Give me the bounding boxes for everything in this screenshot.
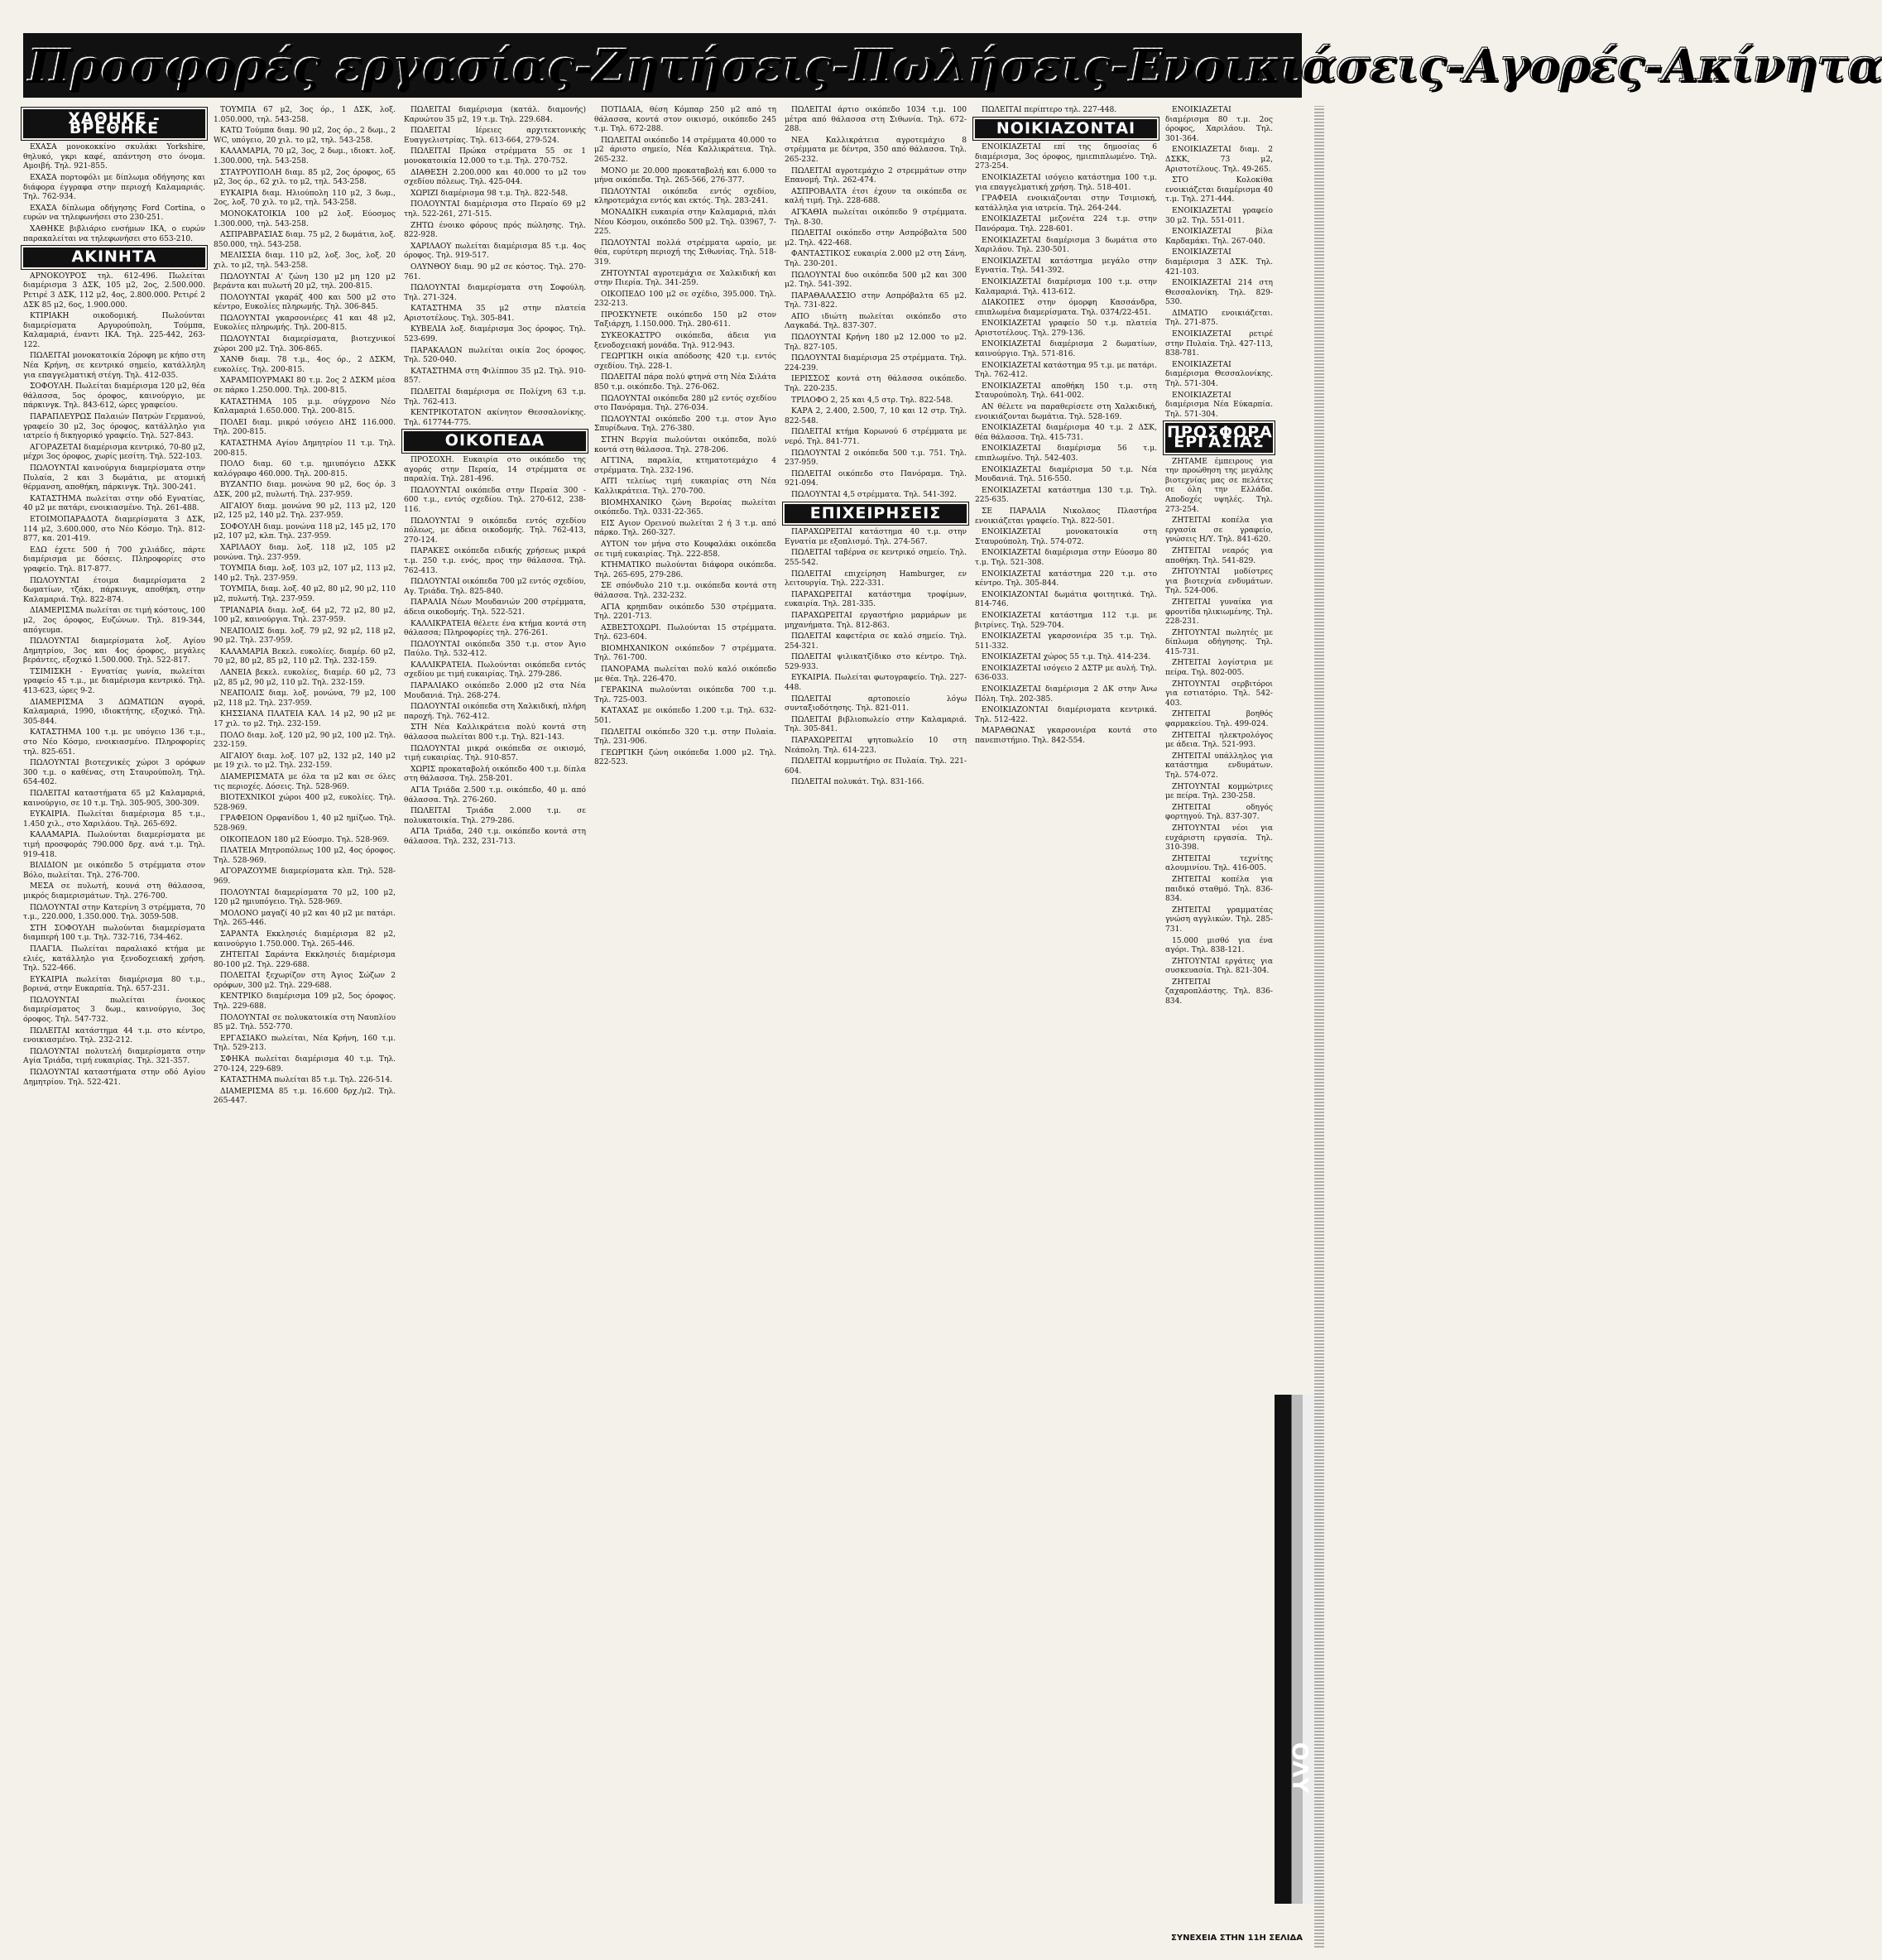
classified-ad: ΠΩΛΕΙΤΑΙ κατάστημα 44 τ.μ. στο κέντρο, ενοικιασμένο. Τηλ. 232-212. — [23, 1026, 205, 1045]
classified-ad: ΒΥΖΑΝΤΙΟ διαμ. μονώνα 90 μ2, 6ος όρ. 3 ΔΣΚ, 200 μ2, πυλωτή. Τηλ. 237-959. — [214, 481, 396, 499]
classified-ad: ΠΩΛΟΥΝΤΑΙ στην Κατερίνη 3 στρέμματα, 70 τ.μ., 220.000, 1.350.000. Τηλ. 3059-508. — [23, 903, 205, 922]
classified-ad: ΠΩΛΟΥΝΤΑΙ οικόπεδα στη Χαλκιδική, πλήρη παροχή. Τηλ. 762-412. — [404, 703, 586, 721]
classified-ad: ΠΩΛΕΙΤΑΙ καταστήματα 65 μ2 Καλαμαριά, καινούργιο, σε 10 τ.μ. Τηλ. 305-905, 300-309. — [23, 790, 205, 808]
classified-ad: ΚΗΣΣΙΑΝΑ ΠΛΑΤΕΙΑ ΚΑΛ. 14 μ2, 90 μ2 με 17 χιλ. το μ2. Τηλ. 232-159. — [214, 710, 396, 729]
classified-ad: ΠΩΛΕΙΤΑΙ διαμέρισμα σε Πολίχνη 63 τ.μ. Τηλ. 762-413. — [404, 388, 586, 406]
classified-ad: ΑΓΙΑ Τριάδα, 240 τ.μ. οικόπεδο κοντά στη θάλασσα. Τηλ. 232, 231-713. — [404, 828, 586, 846]
classified-ad: ΧΑΡΑΜΠΟΥΡΜΑΚΙ 80 τ.μ. 2ος 2 ΔΣΚΜ μέσα σε πάρκο 1.250.000. Τηλ. 200-815. — [214, 377, 396, 396]
classified-ad: ΖΗΤΕΙΤΑΙ ηλεκτρολόγος με άδεια. Τηλ. 521-993. — [1165, 731, 1273, 750]
classified-column-2 — [214, 106, 396, 1948]
classified-ad: ΧΩΡΙΣ προκαταβολή οικόπεδο 400 τ.μ. δίπλα στη θάλασσα. Τηλ. 258-201. — [404, 765, 586, 784]
classified-ad: ΕΝΟΙΚΙΑΖΕΤΑΙ διαμέρισμα 100 τ.μ. στην Καλαμαριά. Τηλ. 413-612. — [975, 277, 1157, 296]
classified-ad: ΑΣΠΡΑΒΡΑΣΙΑΣ διαμ. 75 μ2, 2 δωμάτια, λοξ. 850.000, τηλ. 543-258. — [214, 231, 396, 249]
classified-ad: ΔΙΜΑΤΙΟ ενοικιάζεται. Τηλ. 271-875. — [1165, 309, 1273, 328]
classified-ad: ΚΑΛΑΜΑΡΙΑ Βεκελ. ευκολίες. διαμέρ. 60 μ2, 70 μ2, 80 μ2, 85 μ2, 110 μ2. Τηλ. 232-159. — [214, 647, 396, 666]
classified-ad: ΠΩΛΕΙΤΑΙ πολυκάτ. Τηλ. 831-166. — [791, 778, 924, 787]
page-title — [26, 36, 1882, 94]
classified-ad: ΕΝΟΙΚΙΑΖΕΤΑΙ μεζονέτα 224 τ.μ. στην Πανόραμα. Τηλ. 228-601. — [975, 215, 1157, 233]
classified-ad: ΠΩΛΟΥΝΤΑΙ Α' ζώνη 130 μ2 μη 120 μ2 βεράντα και πυλωτή 20 μ2, τηλ. 200-815. — [214, 272, 396, 291]
classified-ad: ΠΩΛΟΥΝΤΑΙ έτοιμα διαμερίσματα 2 δωματίων, τζάκι, πάρκινγκ, αποθήκη, στην Καλαμαριά. Τηλ. 822-874. — [23, 576, 205, 604]
classified-ad: ΣΟΦΟΥΛΗ. Πωλείται διαμέρισμα 120 μ2, θέα θάλασσα, 5ος όροφος, καινούργιο, με πάρκινγκ. Τηλ. 843-612, ώρες γραφείου. — [23, 382, 206, 411]
classified-ad: ΚΑΛΑΜΑΡΙΑ. Πωλούνται διαμερίσματα με τιμή προσφοράς 790.000 δρχ. ανά τ.μ. Τηλ. 919-418. — [23, 831, 205, 859]
classified-ad: ΕΝΟΙΚΙΑΖΕΤΑΙ διαμέρισμα Νέα Εύκαρπία. Τηλ. 571-304. — [1165, 391, 1273, 419]
classified-ad: ΚΤΗΜΑΤΙΚΟ πωλούνται διάφορα οικόπεδα. Τηλ. 265-695, 279-286. — [594, 561, 776, 579]
section-heading-job_offers: ΠΡΟΣΦΟΡΑ ΕΡΓΑΣΙΑΣ — [1167, 423, 1273, 451]
classified-ad: ΣΤΗ Νέα Καλλικράτεια πολύ κοντά στη θάλασσα πωλείται 800 τ.μ. Τηλ. 821-143. — [404, 723, 586, 742]
classified-ad: ΠΩΛΟΥΝΤΑΙ οικόπεδα 700 μ2 εντός σχεδίου, Αγ. Τριάδα. Τηλ. 825-840. — [404, 578, 586, 596]
classified-ad: ΠΑΡΑΚΑΛΩΝ πωλείται οικία 2ος όροφος. Τηλ. 520-040. — [404, 346, 586, 365]
classified-ad: ΖΗΤΟΥΝΤΑΙ μοδίστρες για βιοτεχνία ενδυμάτων. Τηλ. 524-006. — [1165, 568, 1273, 596]
classified-ad: ΤΡΙΑΝΔΡΙΑ διαμ. λοξ. 64 μ2, 72 μ2, 80 μ2, 100 μ2, καινούργια. Τηλ. 237-959. — [214, 606, 396, 625]
classified-ad: ΑΓΟΡΑΖΕΤΑΙ διαμέρισμα κεντρικό, 70-80 μ2, μέχρι 3ος όροφος, χωρίς μεσίτη. Τηλ. 522-103. — [23, 443, 205, 462]
classified-ad: ΔΙΑΜΕΡΙΣΜΑ 85 τ.μ. 16.600 δρχ./μ2. Τηλ. 265-447. — [214, 1087, 396, 1106]
classified-ad: ΑΡΝΟΚΟΥΡΟΣ τηλ. 612-496. Πωλείται διαμέρισμα 3 ΔΣΚ, 105 μ2, 2ος, 2.500.000. Ρετιρέ 3 ΔΣΚ, 112 μ2, 4ος, 2.800.000. Ρετιρέ 2 ΔΣΚ 85 μ2, 6ος, 1.900.000. — [23, 271, 205, 310]
classified-ad: ΝΕΑΠΟΛΙΣ διαμ. λοξ. μονώνα, 79 μ2, 100 μ2, 118 μ2. Τηλ. 237-959. — [214, 689, 396, 708]
classified-ad: ΝΕΑΠΟΛΙΣ διαμ. λοξ. 79 μ2, 92 μ2, 118 μ2, 90 μ2. Τηλ. 237-959. — [214, 627, 396, 646]
classified-ad: ΣΤΗ ΣΟΦΟΥΛΗ πωλούνται διαμερίσματα διαμπερή 100 τ.μ. Τηλ. 732-716, 734-462. — [23, 924, 205, 943]
classified-ad: ΖΗΤΕΙΤΑΙ νεαρός για αποθήκη. Τηλ. 541-829. — [1165, 546, 1273, 565]
classified-ad: ΠΩΛΕΙΤΑΙ μονοκατοικία 2όροφη με κήπο στη Νέα Κρήνη, σε κεντρικό σημείο, κατάλληλη για επαγγελματική στέγη. Τηλ. 412-035. — [23, 352, 205, 380]
classified-ad: ΠΑΡΑΚΕΣ οικόπεδα ειδικής χρήσεως μικρά τ.μ. 250 τ.μ. ενός, προς την θάλασσα. Τηλ. 762-413. — [404, 547, 586, 575]
classified-ad: ΖΗΤΕΙΤΑΙ τεχνίτης αλουμινίου. Τηλ. 416-005. — [1165, 854, 1273, 873]
classified-ad: ΧΑΡΙΛΑΟΥ διαμ. λοξ. 118 μ2, 105 μ2 μονώνα. Τηλ. 237-959. — [214, 543, 396, 562]
classified-ad: ΔΙΑΜΕΡΙΣΜΑ πωλείται σε τιμή κόστους, 100 μ2, 2ος όροφος, Ευζώνων. Τηλ. 819-344, απόγευμα. — [23, 607, 205, 635]
classified-ad: ΖΗΤΕΙΤΑΙ Σαράντα Εκκλησιές διαμέρισμα 80-100 μ2. Τηλ. 229-688. — [214, 951, 396, 969]
classified-ad: ΟΛΥΝΘΟΥ διαμ. 90 μ2 σε κόστος. Τηλ. 270-761. — [404, 262, 586, 281]
classified-ad: ΜΟΝΑΔΙΚΗ ευκαιρία στην Καλαμαριά, πλάι Νέου Κόσμου, οικόπεδο 500 μ2. Τηλ. 03967, 7-225. — [594, 208, 776, 237]
classified-ad: ΖΗΤΕΙΤΑΙ ζαχαροπλάστης. Τηλ. 836-834. — [1165, 978, 1273, 1006]
classified-ad: ΑΓΙΑ Τριάδα 2.500 τ.μ. οικόπεδο, 40 μ. από θάλασσα. Τηλ. 276-260. — [404, 786, 586, 805]
classified-ad: ΕΔΩ έχετε 500 ή 700 χιλιάδες, πάρτε διαμέρισμα με δόσεις. Πληροφορίες στο γραφείο. Τηλ. 817-877. — [23, 545, 205, 574]
classified-ad: ΕΥΚΑΙΡΙΑ διαμ. Ηλιούπολη 110 μ2, 3 δωμ., 2ος, λοξ. 70 χιλ. το μ2, τηλ. 543-258. — [214, 189, 396, 208]
classified-ad: ΚΑΤΑΣΤΗΜΑ στη Φιλίππου 35 μ2. Τηλ. 910-857. — [404, 367, 586, 386]
classified-ad: ΠΑΡΑΧΩΡΕΙΤΑΙ εργαστήριο μαρμάρων με μηχανήματα. Τηλ. 812-863. — [785, 611, 967, 630]
classified-ad: ΔΙΑΘΕΣΗ 2.200.000 και 40.000 το μ2 του σχεδίου πόλεως. Τηλ. 425-044. — [404, 168, 586, 187]
classified-ad: ΕΝΟΙΚΙΑΖΕΤΑΙ ισόγειο κατάστημα 100 τ.μ. για επαγγελματική χρήση. Τηλ. 518-401. — [975, 173, 1157, 192]
classified-ad: ΕΝΟΙΚΙΑΖΟΝΤΑΙ δωμάτια φοιτητικά. Τηλ. 814-746. — [975, 590, 1157, 609]
classified-ad: ΕΤΟΙΜΟΠΑΡΑΔΟΤΑ διαμερίσματα 3 ΔΣΚ, 114 μ2, 3.600.000, στο Νέο Κόσμο. Τηλ. 812-877, κα. 201-419. — [23, 515, 205, 544]
classified-ad: ΚΑΤΑΣΤΗΜΑ πωλείται στην οδό Εγνατίας, 40 μ2 με πατάρι, ενοικιασμένο. Τηλ. 261-488. — [23, 494, 205, 513]
classified-ad: ΠΩΛΟΥΝΤΑΙ διαμερίσματα λοξ. Αγίου Δημητρίου, 3ος και 4ος όροφος, μεγάλες βεράντες, εξοχικό 1.500.000. Τηλ. 522-817. — [23, 637, 205, 665]
classified-ad: ΝΕΑ Καλλικράτεια αγροτεμάχιο 8 στρέμματα με δέντρα, 350 από θάλασσα. Τηλ. 265-232. — [785, 136, 967, 164]
classified-ad: ΠΩΛΕΙΤΑΙ οικόπεδο 320 τ.μ. στην Πυλαία. Τηλ. 231-906. — [594, 728, 776, 747]
classified-ad: ΑΠΟ ιδιώτη πωλείται οικόπεδο στο Λαγκαδά. Τηλ. 837-307. — [785, 312, 967, 331]
classified-ad: ΕΝΟΙΚΙΑΖΕΤΑΙ κατάστημα 220 τ.μ. στο κέντρο. Τηλ. 305-844. — [975, 569, 1157, 588]
classified-ad: ΠΩΛΕΙΤΑΙ άρτιο οικόπεδο 1034 τ.μ. 100 μέτρα από θάλασσα στη Σιθωνία. Τηλ. 672-288. — [785, 106, 967, 134]
classified-ad: ΕΝΟΙΚΙΑΖΕΤΑΙ κατάστημα 130 τ.μ. Τηλ. 225-635. — [975, 486, 1157, 505]
classified-ad: ΚΑΤΑΣΤΗΜΑ 105 μ.μ. σύγχρονο Νέο Καλαμαριά 1.650.000. Τηλ. 200-815. — [214, 397, 396, 416]
classified-ad: ΙΕΡΙΣΣΟΣ κοντά στη θάλασσα οικόπεδο. Τηλ. 220-235. — [785, 375, 967, 394]
classified-ad: ΤΣΙΜΙΣΚΗ - Εγνατίας γωνία, πωλείται γραφείο 45 τ.μ., με διαμέρισμα κεντρικό. Τηλ. 413-623, ώρες 9-2. — [23, 667, 205, 696]
classified-ad: ΒΙΛΙΔΙΟΝ με οικόπεδο 5 στρέμματα στον Βόλο, πωλείται. Τηλ. 276-700. — [23, 862, 205, 880]
classified-ad: ΕΝΟΙΚΙΑΖΕΤΑΙ διαμέρισμα στην Εύοσμο 80 τ.μ. Τηλ. 521-308. — [975, 549, 1157, 567]
classified-ad: ΚΑΤΑΣΤΗΜΑ πωλείται 85 τ.μ. Τηλ. 226-514. — [220, 1076, 393, 1085]
advertisement-logo-text: ΟΛΥ — [1287, 1742, 1312, 1794]
classified-ad: ΠΟΛΕΙ διαμ. μικρό ισόγειο ΔΗΣ 116.000. Τηλ. 200-815. — [214, 418, 396, 437]
classified-ad: ΤΟΥΜΠΑ διαμ. λοξ. 103 μ2, 107 μ2, 113 μ2, 140 μ2. Τηλ. 237-959. — [214, 564, 396, 583]
classified-ad: ΠΩΛΕΙΤΑΙ Ιέρειες αρχιτεκτονικής Ευαγγελιστρίας. Τηλ. 613-664, 279-524. — [404, 127, 586, 145]
page-banner — [23, 33, 1882, 98]
classified-ad: ΣΤΟ Κολοκίθα ενοικιάζεται διαμέρισμα 40 τ.μ. Τηλ. 271-444. — [1165, 176, 1273, 204]
classified-ad: ΠΩΛΟΥΝΤΑΙ οικόπεδα εντός σχεδίου, κληροτεμάχια εντός και εκτός. Τηλ. 283-241. — [594, 187, 776, 206]
classified-column-5 — [785, 106, 967, 1948]
classified-ad: ΣΦΗΚΑ πωλείται διαμέρισμα 40 τ.μ. Τηλ. 270-124, 229-689. — [214, 1055, 396, 1074]
classified-ad: ΧΩΡΙΖΙ διαμέρισμα 98 τ.μ. Τηλ. 822-548. — [410, 189, 569, 198]
classified-ad: ΠΩΛΕΙΤΑΙ ψιλικατζίδικο στο κέντρο. Τηλ. 529-933. — [785, 653, 967, 671]
classified-ad: ΑΙΓΑΙΟΥ διαμ. μονώνα 90 μ2, 113 μ2, 120 μ2, 125 μ2, 140 μ2. Τηλ. 237-959. — [214, 502, 396, 521]
classified-ad: ΜΑΡΑΘΩΝΑΣ γκαρσονιέρα κοντά στο πανεπιστήμιο. Τηλ. 842-554. — [975, 727, 1157, 746]
classified-ad: ΑΥΤΟΝ τον μήνα στο Κουφαλάκι οικόπεδα σε τιμή ευκαιρίας. Τηλ. 222-858. — [594, 540, 776, 559]
classified-ad: ΚΑΤΩ Τούμπα διαμ. 90 μ2, 2ος όρ., 2 δωμ., 2 WC, υπόγειο, 20 χιλ. το μ2, τηλ. 543-258. — [214, 127, 396, 145]
classified-ad: ΠΑΡΑΛΙΑΚΟ οικόπεδο 2.000 μ2 στα Νέα Μουδανιά. Τηλ. 268-274. — [404, 682, 586, 700]
classified-ad: ΑΓΓΙΝΑ, παραλία, κτηματοτεμάχιο 4 στρέμματα. Τηλ. 232-196. — [594, 457, 776, 475]
classified-ad: ΑΙΓΑΙΟΥ διαμ. λοξ. 107 μ2, 132 μ2, 140 μ2 με 19 χιλ. το μ2. Τηλ. 232-159. — [214, 752, 396, 771]
classified-ad: ΜΟΝΟ με 20.000 προκαταβολή και 6.000 το μήνα οικόπεδα. Τηλ. 265-566, 276-377. — [594, 166, 776, 185]
classified-ad: ΕΝΟΙΚΙΑΖΕΤΑΙ διαμέρισμα 56 τ.μ. επιπλωμένο. Τηλ. 542-403. — [975, 444, 1157, 463]
classified-ad: ΚΑΡΑ 2, 2.400, 2.500, 7, 10 και 12 στρ. Τηλ. 822-548. — [785, 407, 967, 425]
classified-ad: ΠΩΛΟΥΝΤΑΙ πολλά στρέμματα ωραίο, με θέα, ευρύτερη περιοχή της Σιθωνίας. Τηλ. 518-319. — [594, 238, 776, 267]
classified-ad: ΕΝΟΙΚΙΑΖΕΤΑΙ διαμέρισμα Θεσσαλονίκης. Τηλ. 571-304. — [1165, 360, 1273, 389]
classified-ad: ΤΟΥΜΠΑ, διαμ. λοξ. 40 μ2, 80 μ2, 90 μ2, 110 μ2, πυλωτή. Τηλ. 237-959. — [214, 585, 396, 603]
classified-ad: ΕΝΟΙΚΙΑΖΕΤΑΙ γραφείο 50 τ.μ. πλατεία Αριστοτέλους. Τηλ. 279-136. — [975, 319, 1157, 338]
classified-ad: ΜΕΛΙΣΣΙΑ διαμ. 110 μ2, λοξ. 3ος, λοξ. 20 χιλ. το μ2, τηλ. 543-258. — [214, 252, 396, 270]
classified-ad: ΑΓΚΑΘΙΑ πωλείται οικόπεδο 9 στρέμματα. Τηλ. 8-30. — [785, 208, 967, 227]
classified-ad: ΠΩΛΕΙΤΑΙ επιχείρηση Hamburger, εν λειτουργία. Τηλ. 222-331. — [785, 569, 967, 588]
classified-ad: ΠΩΛΕΙΤΑΙ οικόπεδο στο Πανόραμα. Τηλ. 921-094. — [785, 469, 967, 488]
continued-on-page-note: ΣΥΝΕΧΕΙΑ ΣΤΗΝ 11Η ΣΕΛΙΔΑ — [1171, 1934, 1303, 1943]
classified-ad: ΠΩΛΟΥΝΤΑΙ οικόπεδα 350 τ.μ. στον Άγιο Παύλο. Τηλ. 532-412. — [404, 640, 586, 659]
classified-ad: ΕΝΟΙΚΙΑΖΕΤΑΙ ρετιρέ στην Πυλαία. Τηλ. 427-113, 838-781. — [1165, 330, 1273, 358]
classified-ad: ΣΤΗΝ Βεργία πωλούνται οικόπεδα, πολύ κοντά στη θάλασσα. Τηλ. 278-206. — [594, 436, 776, 454]
classified-ad: ΠΩΛΟΥΝΤΑΙ καταστήματα στην οδό Αγίου Δημητρίου. Τηλ. 522-421. — [23, 1069, 205, 1087]
classified-ad: 15.000 μισθό για ένα αγόρι. Τηλ. 838-121. — [1165, 936, 1273, 955]
classified-ad: ΚΑΛΛΙΚΡΑΤΕΙΑ θέλετε ένα κτήμα κοντά στη θάλασσα; Πληροφορίες τηλ. 276-261. — [404, 619, 586, 638]
classified-ad: ΠΑΡΑΧΩΡΕΙΤΑΙ κατάστημα τροφίμων, ευκαιρία. Τηλ. 281-335. — [785, 590, 967, 609]
classified-ad: ΠΛΑΤΕΙΑ Μητροπόλεως 100 μ2, 4ος όροφος. Τηλ. 528-969. — [214, 847, 396, 865]
classified-ad: ΠΟΛΕΙΤΑΙ ξεχωρίζον στη Άγιος Σώζων 2 ορόφων, 300 μ2. Τηλ. 229-688. — [214, 972, 396, 990]
classified-ad: ΕΝΟΙΚΙΑΖΕΤΑΙ ισόγειο 2 ΔΣΤΡ με αυλή. Τηλ. 636-033. — [975, 664, 1157, 683]
classified-ad: ΠΩΛΕΙΤΑΙ κτήμα Κορωνού 6 στρέμματα με νερό. Τηλ. 841-771. — [785, 428, 967, 446]
classified-ad: ΖΗΤΕΙΤΑΙ βοηθός φαρμακείου. Τηλ. 499-024. — [1165, 710, 1273, 729]
classified-ad: ΠΩΛΕΙΤΑΙ οικόπεδο στην Ασπρόβαλτα 500 μ2. Τηλ. 422-468. — [785, 229, 967, 247]
classified-ad: ΓΡΑΦΕΙΑ ενοικιάζονται στην Τσιμισκή, κατάλληλα για ιατρεία. Τηλ. 264-244. — [975, 195, 1157, 213]
classified-ad: ΕΝΟΙΚΙΑΖΕΤΑΙ 214 στη Θεσσαλονίκη. Τηλ. 829-530. — [1165, 279, 1273, 307]
classified-ad: ΠΩΛΟΥΝΤΑΙ πωλείται ένοικος διαμερίσματος 3 δωμ., καινούργιο, 3ος όροφος. Τηλ. 547-732. — [23, 996, 205, 1025]
classified-ad: ΤΡΙΛΟΦΟ 2, 25 και 4,5 στρ. Τηλ. 822-548. — [791, 396, 953, 405]
classified-ad: ΠΩΛΕΙΤΑΙ καφετέρια σε καλό σημείο. Τηλ. 254-321. — [785, 632, 967, 651]
classified-ad: ΒΙΟΤΕΧΝΙΚΟΙ χώροι 400 μ2, ευκολίες. Τηλ. 528-969. — [214, 794, 396, 812]
classified-ad: ΠΑΡΑΧΩΡΕΙΤΑΙ ψητοπωλείο 10 στη Νεάπολη. Τηλ. 614-223. — [785, 737, 967, 755]
classified-ad: ΚΕΝΤΡΙΚΟ διαμέρισμα 109 μ2, 5ος όροφος. Τηλ. 229-688. — [214, 992, 396, 1011]
classified-ad: ΕΧΑΣΑ μονοκοκκίνο σκυλάκι Yorkshire, θηλυκό, γκρι καφέ, απάντηση στο όνομα. Αμοιβή. Τηλ. 921-855. — [23, 143, 205, 171]
classified-ad: ΖΗΤΕΙΤΑΙ γυναίκα για φροντίδα ηλικιωμένης. Τηλ. 228-231. — [1165, 598, 1273, 627]
classified-ad: ΣΤΑΥΡΟΥΠΟΛΗ διαμ. 85 μ2, 2ος όροφος, 65 μ2, 3ος όρ., 62 χιλ. το μ2, τηλ. 543-258. — [214, 168, 396, 187]
classified-ad: ΕΝΟΙΚΙΑΖΕΤΑΙ διαμέρισμα 2 δωματίων, καινούργιο. Τηλ. 571-816. — [975, 340, 1157, 359]
classified-ad: ΜΕΣΑ σε πυλωτή, κουνά στη θάλασσα, μικρός διαμερισμάτων. Τηλ. 276-700. — [23, 882, 205, 901]
classified-ad: ΠΩΛΟΥΝΤΑΙ μικρά οικόπεδα σε οικισμό, τιμή ευκαιρίας. Τηλ. 910-857. — [404, 744, 586, 763]
classified-ad: ΣΕ ΠΑΡΑΛΙΑ Νικολαος Πλαστήρα ενοικιάζεται γραφείο. Τηλ. 822-501. — [975, 507, 1157, 526]
classified-ad: ΖΗΤΕΙΤΑΙ λογίστρια με πείρα. Τηλ. 802-005. — [1165, 659, 1273, 678]
classified-ad: ΚΑΛΑΜΑΡΙΑ, 70 μ2, 3ος, 2 δωμ., ιδιοκτ. λοξ. 1.300.000, τηλ. 543-258. — [214, 147, 396, 166]
classified-ad: ΔΙΑΚΟΠΕΣ στην όμορφη Κασσάνδρα, επιπλωμένα διαμερίσματα. Τηλ. 0374/22-451. — [975, 299, 1157, 317]
classified-column-7 — [1165, 106, 1273, 1948]
classified-ad: ΓΕΩΡΓΙΚΗ οικία απόδοσης 420 τ.μ. εντός σχεδίου. Τηλ. 228-1. — [594, 353, 776, 371]
classified-ad: ΠΡΟΣΟΧΗ. Ευκαιρία στο οικόπεδο της αγοράς στην Περαία, 14 στρέμματα σε παραλία. Τηλ. 281-496. — [404, 456, 586, 484]
classified-ad: ΠΑΡΑΧΩΡΕΙΤΑΙ κατάστημα 40 τ.μ. στην Εγνατία με εξοπλισμό. Τηλ. 274-567. — [785, 528, 967, 546]
classified-ad: ΖΗΤΟΥΝΤΑΙ νέοι για ευχάριστη εργασία. Τηλ. 310-398. — [1165, 824, 1273, 853]
classified-column-6 — [975, 106, 1157, 1948]
classified-ad: ΚΑΛΛΙΚΡΑΤΕΙΑ. Πωλούνται οικόπεδα εντός σχεδίου με τιμή ευκαιρίας. Τηλ. 279-286. — [404, 661, 586, 680]
classified-ad: ΕΝΟΙΚΙΑΖΕΤΑΙ διαμέρισμα 2 ΔΚ στην Άνω Πόλη. Τηλ. 202-385. — [975, 685, 1157, 704]
classified-ad: ΠΩΛΕΙΤΑΙ αγροτεμάχιο 2 στρεμμάτων στην Επανομή. Τηλ. 262-474. — [785, 166, 967, 185]
classified-ad: ΠΩΛΕΙΤΑΙ αρτοποιείο λόγω συνταξιοδότησης. Τηλ. 821-011. — [785, 694, 967, 713]
page-edge-shadow — [1314, 106, 1324, 1948]
classified-ad: ΟΙΚΟΠΕΔΟΝ 180 μ2 Εύοσμο. Τηλ. 528-969. — [220, 835, 390, 844]
classified-ad: ΚΑΤΑΣΤΗΜΑ 35 μ2 στην πλατεία Αριστοτέλους. Τηλ. 305-841. — [404, 305, 586, 323]
classified-ad: ΚΑΤΑΧΑΣ με οικόπεδο 1.200 τ.μ. Τηλ. 632-501. — [594, 707, 776, 726]
classified-ad: ΕΡΓΑΣΙΑΚΟ πωλείται, Νέα Κρήνη, 160 τ.μ. Τηλ. 529-213. — [214, 1034, 396, 1053]
classified-ad: ΕΝΟΙΚΙΑΖΕΤΑΙ γκαρσονιέρα 35 τ.μ. Τηλ. 511-332. — [975, 632, 1157, 651]
classified-ad: ΣΕ σπόνδυλο 210 τ.μ. οικόπεδα κοντά στη θάλασσα. Τηλ. 232-232. — [594, 582, 776, 600]
section-heading-businesses: ΕΠΙΧΕΙΡΗΣΕΙΣ — [785, 504, 967, 524]
classified-ad: ΠΩΛΟΥΝΤΑΙ οικόπεδο 200 τ.μ. στον Άγιο Σπυρίδωνα. Τηλ. 276-380. — [594, 415, 776, 434]
classified-ad: ΕΝΟΙΚΙΑΖΕΤΑΙ μονοκατοικία στη Σταυρούπολη. Τηλ. 574-072. — [975, 528, 1157, 546]
classified-column-4 — [594, 106, 776, 1948]
classified-ad: ΛΑΝΕΙΑ βεκελ. ευκολίες, διαμέρ. 60 μ2, 73 μ2, 85 μ2, 90 μ2, 110 μ2. Τηλ. 232-159. — [214, 669, 396, 687]
classified-ad: ΠΛΑΓΙΑ. Πωλείται παραλιακό κτήμα με ελιές, κατάλληλο για ξενοδοχειακή χρήση. Τηλ. 522-466. — [23, 944, 205, 973]
classified-ad: ΠΑΡΑΘΑΛΑΣΣΙΟ στην Ασπρόβαλτα 65 μ2. Τηλ. 731-822. — [785, 291, 967, 310]
classified-ad: ΠΟΛΟΥΝΤΑΙ διαμερίσματα 70 μ2, 100 μ2, 120 μ2 ημιυπόγειο. Τηλ. 528-969. — [214, 888, 396, 907]
section-heading-plots: ΟΙΚΟΠΕΔΑ — [404, 431, 586, 451]
section-heading-rentals: ΝΟΙΚΙΑΖΟΝΤΑΙ — [975, 119, 1157, 139]
classified-ad: ΖΗΤΕΙΤΑΙ κοπέλα για εργασία σε γραφείο, γνώσεις Η/Υ. Τηλ. 841-620. — [1165, 516, 1273, 545]
classified-ad: ΧΑΡΙΛΑΟΥ πωλείται διαμέρισμα 85 τ.μ. 4ος όροφος. Τηλ. 919-517. — [404, 242, 586, 261]
section-heading-lost_found: ΧΑΘΗΚΕ - ΒΡΕΘΗΚΕ — [23, 109, 205, 138]
classified-ad: ΠΩΛΟΥΝΤΑΙ γκαρσονιέρες 41 και 48 μ2, Ευκολίες πληρωμής. Τηλ. 200-815. — [214, 314, 396, 333]
classified-ad: ΑΓΟΡΑΖΟΥΜΕ διαμερίσματα κλπ. Τηλ. 528-969. — [214, 867, 396, 886]
classified-ad: ΕΝΟΙΚΙΑΖΕΤΑΙ κατάστημα μεγάλο στην Εγνατία. Τηλ. 541-392. — [975, 257, 1157, 276]
classified-ad: ΖΗΤΟΥΝΤΑΙ κομμώτριες με πείρα. Τηλ. 230-258. — [1165, 782, 1273, 801]
classified-ad: ΕΧΑΣΑ πορτοφόλι με δίπλωμα οδήγησης και διάφορα έγγραφα στην περιοχή Καλαμαριάς. Τηλ. 762-934. — [23, 173, 205, 202]
classified-ad: ΑΝ θέλετε να παραθερίσετε στη Χαλκιδική, ενοικιάζονται δωμάτια. Τηλ. 528-169. — [975, 403, 1157, 421]
classified-ad: ΠΩΛΟΥΝΤΑΙ οικόπεδα 280 μ2 εντός σχεδίου στο Πανόραμα. Τηλ. 276-034. — [594, 394, 776, 413]
classified-ad: ΠΡΟΣΚΥΝΕΤΕ οικόπεδο 150 μ2 στον Ταξιάρχη, 1.150.000. Τηλ. 280-611. — [594, 310, 776, 329]
classified-ad: ΕΝΟΙΚΙΑΖΕΤΑΙ διαμέρισμα 3 δωμάτια στο Χαριλάου. Τηλ. 230-501. — [975, 236, 1157, 255]
classified-ad: ΕΙΣ Αγιον Ορεινού πωλείται 2 ή 3 τ.μ. από πάρκο. Τηλ. 260-327. — [594, 519, 776, 538]
classified-ad: ΕΝΟΙΚΙΑΖΕΤΑΙ διαμ. 2 ΔΣΚΚ, 73 μ2, Αριστοτέλους. Τηλ. 49-265. — [1165, 146, 1273, 174]
classified-ad: ΠΩΛΕΙΤΑΙ βιβλιοπωλείο στην Καλαμαριά. Τηλ. 305-841. — [785, 715, 967, 734]
classified-ad: ΖΗΤΟΥΝΤΑΙ σερβιτόροι για εστιατόριο. Τηλ. 542-403. — [1165, 680, 1273, 708]
classified-ad: ΠΩΛΕΙΤΑΙ διαμέρισμα (κατάλ. διαμονής) Καρυώτου 35 μ2, 19 τ.μ. Τηλ. 229.684. — [404, 106, 586, 124]
page-title-text: Προσφορές εργασίας-Ζητήσεις-Πωλήσεις-Ενοικιάσεις-Αγορές-Ακίνητα — [26, 38, 1882, 93]
classified-ad: ΠΩΛΟΥΝΤΑΙ Κρήνη 180 μ2 12.000 το μ2. Τηλ. 827-105. — [785, 334, 967, 352]
classified-ad: ΑΓΙΑ κρηπιδαν οικόπεδο 530 στρέμματα. Τηλ. 2201-713. — [594, 603, 776, 622]
classified-ad: ΕΝΟΙΚΙΑΖΕΤΑΙ γραφείο 30 μ2. Τηλ. 551-011. — [1165, 206, 1273, 225]
classified-ad: ΤΟΥΜΠΑ 67 μ2, 3ος όρ., 1 ΔΣΚ, λοξ. 1.050.000, τηλ. 543-258. — [214, 106, 396, 124]
classified-ad: ΒΙΟΜΗΧΑΝΙΚΟ ζώνη Βεροίας πωλείται οικόπεδο. Τηλ. 0331-22-365. — [594, 498, 776, 517]
classified-ad: ΚΑΤΑΣΤΗΜΑ Αγίου Δημητρίου 11 τ.μ. Τηλ. 200-815. — [214, 440, 396, 458]
classified-ad: ΠΩΛΕΙΤΑΙ πάρα πολύ φτηνά στη Νέα Σιλάτα 850 τ.μ. οικόπεδο. Τηλ. 276-062. — [594, 373, 776, 392]
classified-ad: ΖΗΤΕΙΤΑΙ υπάλληλος για κατάστημα ενδυμάτων. Τηλ. 574-072. — [1165, 752, 1273, 780]
classified-ad: ΖΗΤΟΥΝΤΑΙ εργάτες για συσκευασία. Τηλ. 821-304. — [1165, 957, 1273, 976]
classified-ad: ΕΥΚΑΙΡΙΑ. Πωλείται διαμέρισμα 85 τ.μ., 1.450 χιλ., στο Χαριλάου. Τηλ. 265-692. — [23, 810, 205, 829]
classified-ad: ΑΣΒΕΣΤΟΧΩΡΙ. Πωλούνται 15 στρέμματα. Τηλ. 623-604. — [594, 623, 776, 642]
classified-ad: ΓΕΡΑΚΙΝΑ πωλούνται οικόπεδα 700 τ.μ. Τηλ. 725-003. — [594, 686, 776, 704]
classified-ad: ΜΟΝΟΚΑΤΟΙΚΙΑ 100 μ2 λοξ. Εύοσμος 1.300.000, τηλ. 543-258. — [214, 209, 396, 228]
classified-ad: ΖΗΤΟΥΝΤΑΙ αγροτεμάχια σε Χαλκιδική και στην Πιερία. Τηλ. 341-259. — [594, 269, 776, 288]
classified-ad: ΠΩΛΕΙΤΑΙ Τριάδα 2.000 τ.μ. σε πολυκατοικία. Τηλ. 279-286. — [404, 807, 586, 825]
classified-ad: ΠΩΛΕΙΤΑΙ κομμωτήριο σε Πυλαία. Τηλ. 221-604. — [785, 757, 967, 776]
classified-ad: ΜΟΛΟΝΟ μαγαζί 40 μ2 και 40 μ2 με πατάρι. Τηλ. 265-446. — [214, 909, 396, 928]
classified-ad: ΠΟΛΟΥΝΤΑΙ διαμέρισμα στο Περαίο 69 μ2 τηλ. 522-261, 271-515. — [404, 200, 586, 219]
classified-ad: ΕΝΟΙΚΙΑΖΕΤΑΙ διαμέρισμα 50 τ.μ. Νέα Μουδανιά. Τηλ. 516-550. — [975, 465, 1157, 484]
classified-ad: ΔΙΑΜΕΡΙΣΜΑΤΑ με όλα τα μ2 και σε όλες τις περιοχές. Δόσεις. Τηλ. 528-969. — [214, 773, 396, 791]
classified-ad: ΕΝΟΙΚΙΑΖΕΤΑΙ επί της δημοσίας 6 διαμέρισμα, 3ος όροφος, ημιεπιπλωμένο. Τηλ. 273-254. — [975, 143, 1157, 171]
classified-ad: ΚΥΒΕΛΙΑ λοξ. διαμέρισμα 3ος όροφος. Τηλ. 523-699. — [404, 325, 586, 344]
classified-ad: ΕΝΟΙΚΙΑΖΕΤΑΙ χώρος 55 τ.μ. Τηλ. 414-234. — [982, 653, 1151, 662]
classified-ad: ΓΡΑΦΕΙΟΝ Ορφανίδου 1, 40 μ2 ημίζωο. Τηλ. 528-969. — [214, 814, 396, 833]
classified-ad: ΕΥΚΑΙΡΙΑ. Πωλείται φωτογραφείο. Τηλ. 227-448. — [785, 674, 967, 693]
classified-ad: ΠΩΛΕΙΤΑΙ περίπτερο τηλ. 227-448. — [982, 106, 1117, 114]
classified-ad: ΖΗΤΕΙΤΑΙ γραμματέας γνώση αγγλικών. Τηλ. 285-731. — [1165, 906, 1273, 934]
classified-ad: ΚΑΤΑΣΤΗΜΑ 100 τ.μ. με υπόγειο 136 τ.μ., στο Νέο Κόσμο, ενοικιασμένο. Πληροφορίες τηλ. 825-651. — [23, 728, 205, 757]
classified-ad: ΣΑΡΑΝΤΑ Εκκλησιές διαμέρισμα 82 μ2, καινούργιο 1.750.000. Τηλ. 265-446. — [214, 930, 396, 949]
classified-ad: ΕΝΟΙΚΙΑΖΕΤΑΙ διαμέρισμα 80 τ.μ. 2ος όροφος, Χαριλάου. Τηλ. 301-364. — [1165, 106, 1273, 143]
classified-ad: ΠΩΛΟΥΝΤΑΙ 4,5 στρέμματα. Τηλ. 541-392. — [791, 490, 957, 499]
classified-ad: ΠΩΛΟΥΝΤΑΙ διαμερίσματα στη Σοφούλη. Τηλ. 271-324. — [404, 284, 586, 302]
classified-ad: ΠΩΛΟΥΝΤΑΙ 2 οικόπεδα 500 τ.μ. 751. Τηλ. 237-959. — [785, 449, 967, 468]
classified-ad: ΠΩΛΕΙΤΑΙ ταβέρνα σε κεντρικό σημείο. Τηλ. 255-542. — [785, 549, 967, 567]
classified-ad: ΕΝΟΙΚΙΑΖΕΤΑΙ βίλα Καρδαμάκι. Τηλ. 267-040. — [1165, 228, 1273, 246]
classified-ad: ΑΙΤΙ τελείως τιμή ευκαιρίας στη Νέα Καλλικράτεια. Τηλ. 270-700. — [594, 478, 776, 496]
classified-ad: ΕΝΟΙΚΙΑΖΟΝΤΑΙ διαμέρισματα κεντρικά. Τηλ. 512-422. — [975, 706, 1157, 724]
classified-ad: ΠΑΡΑΠΛΕΥΡΩΣ Παλαιών Πατρών Γερμανού, γραφείο 30 μ2, 3ος όροφος, κατάλληλο για ιατρείο ή δικηγορικό γραφείο. Τηλ. 527-843. — [23, 413, 205, 441]
classified-ad: ΠΟΛΟ διαμ. λοξ. 120 μ2, 90 μ2, 100 μ2. Τηλ. 232-159. — [214, 731, 396, 750]
classified-ad: ΕΝΟΙΚΙΑΖΕΤΑΙ διαμέρισμα 40 τ.μ. 2 ΔΣΚ, θέα θάλασσα. Τηλ. 415-731. — [975, 424, 1157, 442]
classified-ad: ΠΩΛΟΥΝΤΑΙ διαμέρισμα 25 στρέμματα. Τηλ. 224-239. — [785, 354, 967, 372]
classified-ad: ΠΩΛΟΥΝΤΑΙ δυο οικόπεδα 500 μ2 και 300 μ2. Τηλ. 541-392. — [785, 271, 967, 290]
classified-ad: ΕΝΟΙΚΙΑΖΕΤΑΙ αποθήκη 150 τ.μ. στη Σταυρούπολη. Τηλ. 641-002. — [975, 382, 1157, 401]
classified-ad: ΦΑΝΤΑΣΤΙΚΟΣ ευκαιρία 2.000 μ2 στη Σάνη. Τηλ. 230-201. — [785, 250, 967, 268]
classified-ad: ΕΝΟΙΚΙΑΖΕΤΑΙ κατάστημα 95 τ.μ. με πατάρι. Τηλ. 762-412. — [975, 361, 1157, 380]
classified-ad: ΠΩΛΟΥΝΤΑΙ 9 οικόπεδα εντός σχεδίου πόλεως, με άδεια οικοδομής. Τηλ. 762-413, 270-124. — [404, 516, 586, 545]
classified-ad: ΚΕΝΤΡΙΚΟΤΑΤΟΝ ακίνητον Θεσσαλονίκης. Τηλ. 617744-775. — [404, 409, 586, 427]
classified-ad: ΠΟΛΟΥΝΤΑΙ σε πολυκατοικία στη Ναυπλίου 85 μ2. Τηλ. 552-770. — [214, 1013, 396, 1032]
classified-ad: ΑΣΠΡΟΒΑΛΤΑ έτσι έχουν τα οικόπεδα σε καλή τιμή. Τηλ. 228-688. — [785, 187, 967, 206]
classified-ad: ΖΗΤΑΜΕ έμπειρους για την προώθηση της μεγάλης βιοτεχνίας μας σε πελάτες σε όλη την Ελλάδα. Αποδοχές υψηλές. Τηλ. 273-254. — [1165, 457, 1273, 514]
classified-ad: ΧΑΘΗΚΕ βιβλιάριο ενσήμων ΙΚΑ, ο ευρών παρακαλείται να τηλεφωνήσει στο 653-210. — [23, 224, 205, 243]
classified-ad: ΚΤΙΡΙΑΚΗ οικοδομική. Πωλούνται διαμερίσματα Αργυρούπολη, Τούμπα, Καλαμαριά, έναντι ΙΚΑ. Τηλ. 225-442, 263-122. — [23, 312, 205, 349]
classified-ad: ΠΩΛΟΥΝΤΑΙ καινούργια διαμερίσματα στην Πυλαία, 2 και 3 δωμάτια, με ατομική θέρμανση, αποθήκη, πάρκινγκ. Τηλ. 300-241. — [23, 464, 205, 492]
classified-ad: ΠΟΛΟΥΝΤΑΙ γκαράζ 400 και 500 μ2 στο κέντρο, Ευκολίες πληρωμής. Τηλ. 306-845. — [214, 293, 396, 312]
classified-ad: ΟΙΚΟΠΕΔΟ 100 μ2 σε σχέδιο, 395.000. Τηλ. 232-213. — [594, 290, 776, 309]
classified-ad: ΖΗΤΩ ένοικο φόρους πρός πώλησης. Τηλ. 822-928. — [404, 221, 586, 240]
classified-ad: ΠΑΝΟΡΑΜΑ πωλείται πολύ καλό οικόπεδο με θέα. Τηλ. 226-470. — [594, 665, 776, 684]
classified-ad: ΠΩΛΕΙΤΑΙ οικόπεδο 14 στρέμματα 40.000 το μ2 άριστο σημείο, Νέα Καλλικράτεια. Τηλ. 265-232. — [594, 136, 776, 164]
classified-ad: ΠΩΛΟΥΝΤΑΙ διαμερίσματα, βιοτεχνικοί χώροι 200 μ2. Τηλ. 306-865. — [214, 335, 396, 353]
classified-ad: ΓΕΩΡΓΙΚΗ ζώνη οικόπεδα 1.000 μ2. Τηλ. 822-523. — [594, 748, 776, 767]
classified-ad: ΕΧΑΣΑ δίπλωμα οδήγησης Ford Cortina, ο ευρών να τηλεφωνήσει στο 230-251. — [23, 204, 205, 223]
classified-ad: ΔΙΑΜΕΡΙΣΜΑ 3 ΔΩΜΑΤΙΩΝ αγορά, Καλαμαριά, 1990, ιδιοκτήτης, εξοχικό. Τηλ. 305-844. — [23, 698, 205, 726]
classified-ad: ΕΥΚΑΙΡΙΑ πωλείται διαμέρισμα 80 τ.μ., βορινά, στην Ευκαρπία. Τηλ. 657-231. — [23, 975, 205, 994]
classified-ad: ΠΩΛΟΥΝΤΑΙ οικόπεδα στην Περαία 300 - 600 τ.μ., εντός σχεδίου. Τηλ. 270-612, 238-116. — [404, 486, 586, 514]
classified-ad: ΣΥΚΕΟΚΑΣΤΡΟ οικόπεδα, άδεια για ξενοδοχειακή μονάδα. Τηλ. 912-943. — [594, 332, 776, 350]
classified-ad: ΒΙΟΜΗΧΑΝΙΚΟΝ οικόπεδον 7 στρέμματα. Τηλ. 761-700. — [594, 644, 776, 663]
classified-column-3 — [404, 106, 586, 1948]
classified-ad: ΖΗΤΕΙΤΑΙ κοπέλα για παιδικό σταθμό. Τηλ. 836-834. — [1165, 875, 1273, 904]
classified-ad: ΠΟΛΟ διαμ. 60 τ.μ. ημιυπόγειο ΔΣΚΚ καλόγραφο 460.000. Τηλ. 200-815. — [214, 460, 396, 478]
classified-ad: ΕΝΟΙΚΙΑΖΕΤΑΙ διαμέρισμα 3 ΔΣΚ. Τηλ. 421-103. — [1165, 248, 1273, 276]
classified-ad: ΠΟΤΙΔΑΙΑ, θέση Κόμπαρ 250 μ2 από τη θάλασσα, κοντά στον οικισμό, οικόπεδο 245 τ.μ. Τηλ. 672-288. — [594, 106, 776, 134]
classified-ad: ΠΩΛΕΙΤΑΙ Πρώκα στρέμματα 55 σε 1 μονοκατοικία 12.000 το τ.μ. Τηλ. 270-752. — [404, 147, 586, 166]
section-heading-real_estate: ΑΚΙΝΗΤΑ — [23, 247, 205, 267]
classified-ad: ΠΑΡΑΛΙΑ Νέων Μουδανιών 200 στρέμματα, άδεια οικοδομής. Τηλ. 522-521. — [404, 598, 586, 617]
classified-ad: ΠΩΛΟΥΝΤΑΙ βιοτεχνικές χώροι 3 ορόφων 300 τ.μ. ο καθένας, στη Σταυρούπολη. Τηλ. 654-402. — [23, 759, 205, 787]
classified-ad: ΕΝΟΙΚΙΑΖΕΤΑΙ κατάστημα 112 τ.μ. με βιτρίνες. Τηλ. 529-704. — [975, 611, 1157, 630]
classified-ad: ΖΗΤΕΙΤΑΙ οδηγός φορτηγού. Τηλ. 837-307. — [1165, 803, 1273, 822]
classified-ad: ΠΩΛΟΥΝΤΑΙ πολυτελή διαμερίσματα στην Αγία Τριάδα, τιμή ευκαιρίας. Τηλ. 321-357. — [23, 1047, 205, 1066]
classified-ad: ΣΟΦΟΥΛΗ διαμ. μονώνα 118 μ2, 145 μ2, 170 μ2, 107 μ2, κλπ. Τηλ. 237-959. — [214, 522, 396, 541]
classified-ad: ΖΗΤΟΥΝΤΑΙ πωλητές με δίπλωμα οδήγησης. Τηλ. 415-731. — [1165, 628, 1273, 656]
classified-column-1 — [23, 106, 205, 1948]
classified-ad: ΧΑΝΘ διαμ. 78 τ.μ., 4ος όρ., 2 ΔΣΚΜ, ευκολίες. Τηλ. 200-815. — [214, 356, 396, 374]
